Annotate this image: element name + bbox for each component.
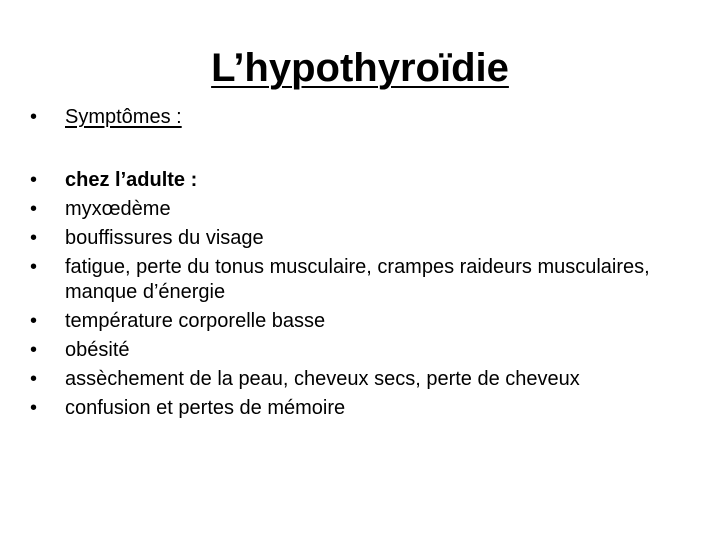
- list-item-text: confusion et pertes de mémoire: [65, 397, 346, 419]
- bullet: •: [30, 227, 38, 249]
- list-item-text: assèchement de la peau, cheveux secs, perte de cheveux: [65, 368, 580, 390]
- slide-title: L’hypothyroïdie: [211, 46, 509, 90]
- list-item: [30, 396, 670, 421]
- list-item: [30, 197, 670, 222]
- list-item: [30, 255, 670, 305]
- list-item: [30, 338, 670, 363]
- bullet: •: [30, 339, 38, 361]
- bullet: •: [30, 310, 38, 332]
- intro-line: [30, 104, 182, 130]
- symptoms-label: Symptômes :: [65, 106, 182, 128]
- bullet: •: [30, 256, 38, 278]
- symptom-list: [30, 168, 670, 425]
- list-item-text: myxœdème: [65, 198, 171, 220]
- bullet: •: [30, 169, 38, 191]
- list-item-text: fatigue, perte du tonus musculaire, crampes raideurs musculaires, manque d’énergie: [65, 256, 650, 303]
- bullet: •: [30, 368, 38, 390]
- list-item: [30, 226, 670, 251]
- list-item-text: chez l’adulte :: [65, 169, 198, 191]
- bullet: •: [30, 106, 38, 128]
- bullet: •: [30, 198, 38, 220]
- list-item-text: température corporelle basse: [65, 310, 326, 332]
- list-item-text: bouffissures du visage: [65, 227, 264, 249]
- list-item-text: obésité: [65, 339, 130, 361]
- list-item: [30, 168, 670, 193]
- list-item: [30, 309, 670, 334]
- bullet: •: [30, 397, 38, 419]
- list-item: [30, 367, 670, 392]
